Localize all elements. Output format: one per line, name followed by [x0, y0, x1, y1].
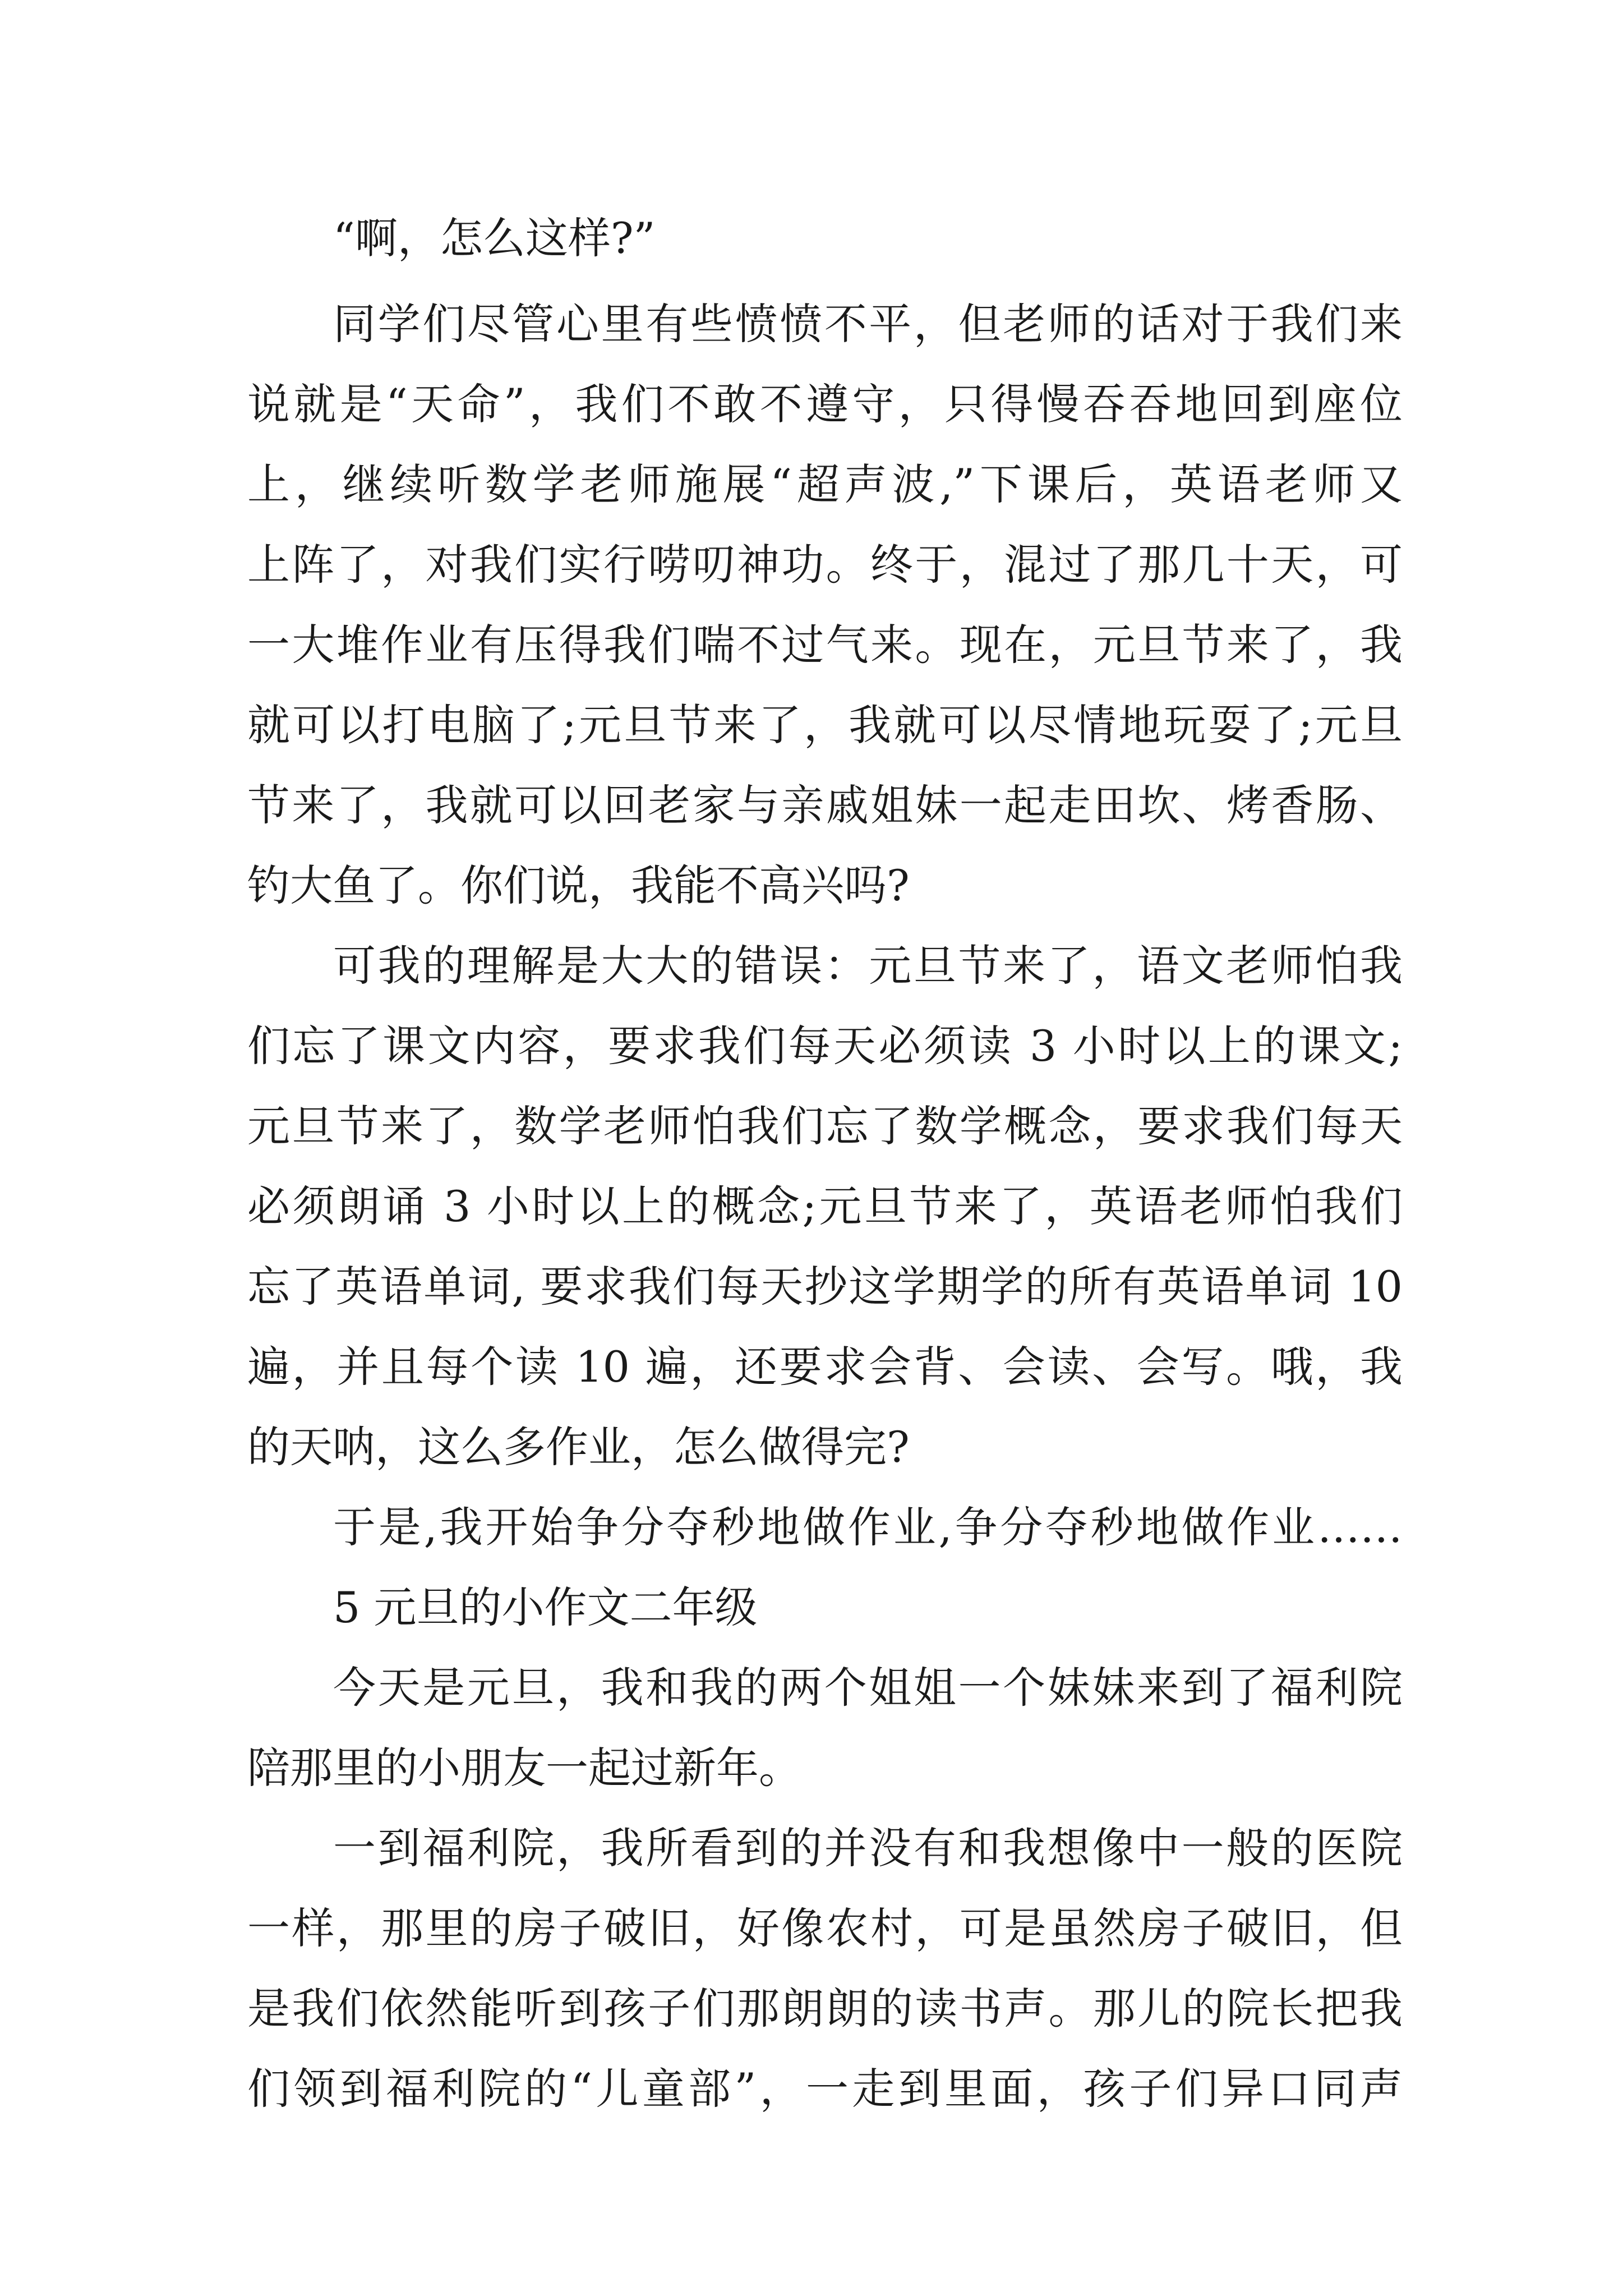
text-line: 是我们依然能听到孩子们那朗朗的读书声。那儿的院长把我 [247, 1984, 1403, 2033]
text-line: 今天是元旦，我和我的两个姐姐一个妹妹来到了福利院 [333, 1663, 1403, 1713]
text-line: 一到福利院，我所看到的并没有和我想像中一般的医院 [333, 1823, 1403, 1873]
text-line: 钓大鱼了。你们说，我能不高兴吗? [247, 861, 910, 910]
text-line: 就可以打电脑了;元旦节来了，我就可以尽情地玩耍了;元旦 [247, 700, 1403, 750]
text-line: 上阵了，对我们实行唠叨神功。终于，混过了那几十天，可 [247, 540, 1403, 590]
text-line: 一样，那里的房子破旧，好像农村，可是虽然房子破旧，但 [247, 1903, 1403, 1953]
text-line: 遍，并且每个读 10 遍，还要求会背、会读、会写。哦，我 [247, 1342, 1403, 1392]
text-line: 的天呐，这么多作业，怎么做得完? [247, 1422, 910, 1472]
text-line: 陪那里的小朋友一起过新年。 [247, 1743, 801, 1793]
text-line: “啊，怎么这样?” [333, 213, 656, 263]
text-line: 于是,我开始争分夺秒地做作业,争分夺秒地做作业…… [333, 1502, 1403, 1552]
text-line: 同学们尽管心里有些愤愤不平，但老师的话对于我们来 [333, 299, 1403, 349]
text-line: 上，继续听数学老师施展“超声波,”下课后，英语老师又 [247, 459, 1403, 509]
text-line: 说就是“天命”，我们不敢不遵守，只得慢吞吞地回到座位 [247, 379, 1403, 429]
text-line: 元旦节来了，数学老师怕我们忘了数学概念，要求我们每天 [247, 1101, 1403, 1151]
text-line: 节来了，我就可以回老家与亲戚姐妹一起走田坎、烤香肠、 [247, 780, 1403, 830]
text-line: 可我的理解是大大的错误：元旦节来了，语文老师怕我 [333, 941, 1403, 991]
section-heading: 5 元旦的小作文二年级 [333, 1582, 758, 1632]
text-line: 们领到福利院的“儿童部”，一走到里面，孩子们异口同声 [247, 2064, 1403, 2114]
text-line: 必须朗诵 3 小时以上的概念;元旦节来了，英语老师怕我们 [247, 1181, 1403, 1231]
text-line: 一大堆作业有压得我们喘不过气来。现在，元旦节来了，我 [247, 620, 1403, 670]
text-line: 们忘了课文内容，要求我们每天必须读 3 小时以上的课文; [247, 1021, 1403, 1071]
text-line: 忘了英语单词, 要求我们每天抄这学期学的所有英语单词 10 [247, 1262, 1403, 1312]
